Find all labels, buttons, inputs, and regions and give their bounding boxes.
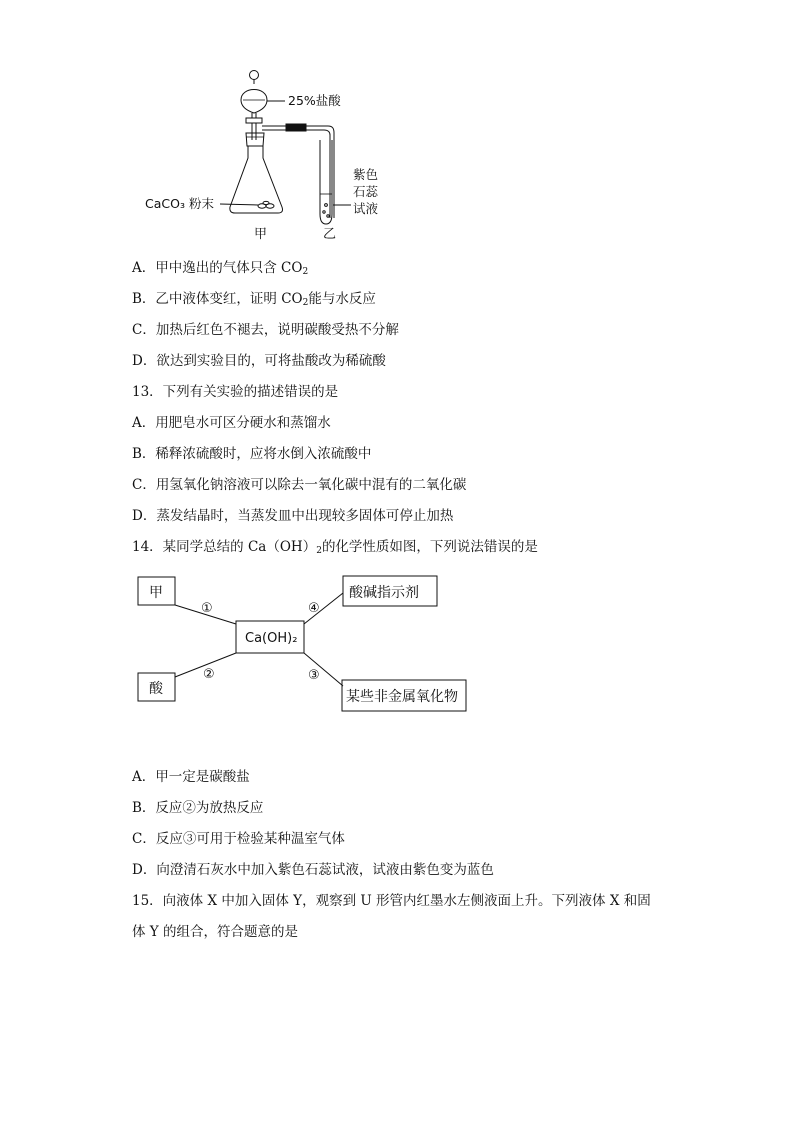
box-center xyxy=(236,621,304,653)
q12-option-c: C．加热后红色不褪去，说明碳酸受热不分解 xyxy=(132,322,399,338)
flask-stopper xyxy=(246,133,264,146)
acid-label: 25%盐酸 xyxy=(288,93,341,108)
flask-label: 甲 xyxy=(254,227,268,242)
q14-option-c: C．反应③可用于检验某种温室气体 xyxy=(132,831,345,847)
num-4: ④ xyxy=(308,601,320,616)
link-4 xyxy=(304,593,343,624)
q12-option-b: B．乙中液体变红，证明 $CO_2$能与水反应 xyxy=(132,291,376,308)
erlenmeyer-flask xyxy=(230,146,283,213)
num-3: ③ xyxy=(308,668,320,683)
num-1: ① xyxy=(201,601,213,616)
box-oxides xyxy=(342,680,466,711)
q15-stem-line2: 体 Y 的组合，符合题意的是 xyxy=(132,924,298,940)
node-jia: 甲 xyxy=(149,585,163,601)
apparatus-figure xyxy=(0,0,794,250)
litmus-label-2: 石蕊 xyxy=(353,184,379,199)
q13-option-a: A．用肥皂水可区分硬水和蒸馏水 xyxy=(132,415,331,431)
box-jia xyxy=(138,577,175,605)
stopcock xyxy=(246,118,262,123)
node-oxides: 某些非金属氧化物 xyxy=(346,689,458,705)
tube-label: 乙 xyxy=(323,227,337,242)
q13-stem: 13．下列有关实验的描述错误的是 xyxy=(132,384,339,400)
q14-stem: 14．某同学总结的 $Ca(OH)_2$的化学性质如图，下列说法错误的是 xyxy=(132,539,538,556)
litmus-label-3: 试液 xyxy=(353,201,379,216)
node-acid: 酸 xyxy=(149,681,163,697)
litmus-label-1: 紫色 xyxy=(353,167,379,182)
q15-stem-line1: 15．向液体 X 中加入固体 Y，观察到 U 形管内红墨水左侧液面上升。下列液体 X 和固 xyxy=(132,893,651,909)
link-2 xyxy=(175,653,236,677)
q13-option-c: C．用氢氧化钠溶液可以除去一氧化碳中混有的二氧化碳 xyxy=(132,477,467,493)
rubber-tube xyxy=(286,124,306,131)
q14-option-a: A．甲一定是碳酸盐 xyxy=(132,769,250,785)
funnel-stopper xyxy=(250,71,259,80)
link-1 xyxy=(175,605,236,624)
q13-option-b: B．稀释浓硫酸时，应将水倒入浓硫酸中 xyxy=(132,446,372,462)
num-2: ② xyxy=(203,667,215,682)
q14-option-d: D．向澄清石灰水中加入紫色石蕊试液，试液由紫色变为蓝色 xyxy=(132,862,494,878)
node-center: Ca(OH)₂ xyxy=(245,631,298,646)
q12-option-a: A．甲中逸出的气体只含 $CO_2$ xyxy=(132,260,309,277)
node-indicator: 酸碱指示剂 xyxy=(349,585,419,601)
box-indicator xyxy=(343,576,437,606)
box-acid xyxy=(138,673,175,701)
caco3-label: CaCO₃ 粉末 xyxy=(145,196,214,211)
link-3 xyxy=(304,653,343,686)
funnel-bulb xyxy=(241,90,267,114)
q13-option-d: D．蒸发结晶时，当蒸发皿中出现较多固体可停止加热 xyxy=(132,508,454,524)
q12-option-d: D．欲达到实验目的，可将盐酸改为稀硫酸 xyxy=(132,353,386,369)
q14-option-b: B．反应②为放热反应 xyxy=(132,800,264,816)
